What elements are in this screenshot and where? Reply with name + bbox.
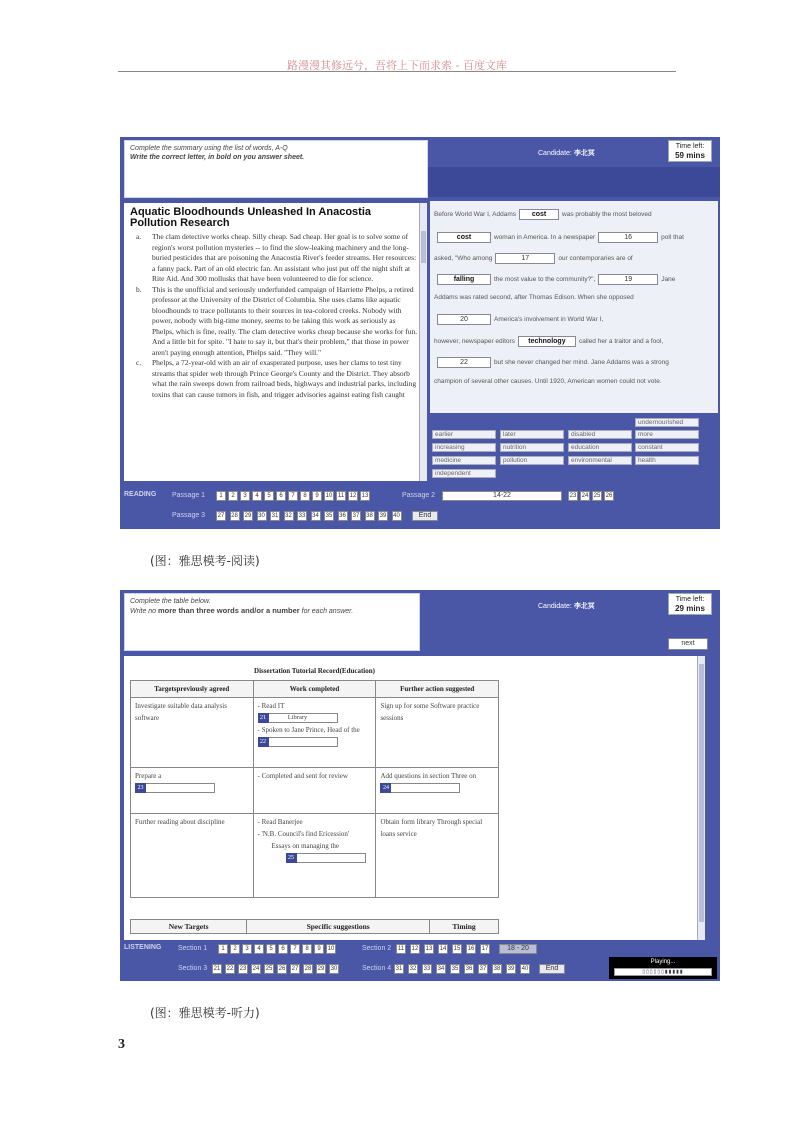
audio-player	[609, 957, 717, 979]
question-26-button[interactable]: 26	[278, 966, 286, 972]
reading-instructions: Complete the summary using the list of words, A-Q Write the correct letter, in bold on you answer sheet.	[124, 140, 428, 198]
question-11-button[interactable]: 11	[337, 493, 345, 499]
question-11-button[interactable]: 11	[397, 946, 405, 952]
question-1-button[interactable]: 1	[216, 491, 226, 501]
question-12-button[interactable]: 12	[411, 946, 419, 952]
word-option[interactable]: environmental	[568, 456, 632, 465]
question-27-button[interactable]: 27	[291, 966, 299, 972]
col-header: Work completed	[253, 681, 376, 698]
passage-title: Aquatic Bloodhounds Unleashed In Anacostia Pollution Research	[130, 206, 372, 229]
header-rule	[118, 71, 676, 72]
answer-box-16[interactable]: 16	[598, 232, 658, 243]
question-28-button[interactable]: 28	[231, 513, 238, 519]
question-39-button[interactable]: 39	[507, 966, 515, 972]
question-25-button[interactable]: 25	[265, 966, 273, 972]
question-33-button[interactable]: 33	[423, 966, 431, 972]
word-option[interactable]: increasing	[432, 443, 496, 452]
section-3-label: Section 3	[178, 965, 208, 972]
answer-box-20[interactable]: 20	[437, 314, 491, 325]
section-1-label: Section 1	[178, 945, 208, 952]
col-header: Targetspreviously agreed	[131, 681, 254, 698]
question-16-button[interactable]: 16	[467, 946, 475, 952]
time-left: Time left: 29 mins	[668, 593, 712, 615]
question-29-button[interactable]: 29	[317, 966, 325, 972]
question-29-button[interactable]: 29	[244, 513, 252, 519]
answer-box-21[interactable]: technology	[518, 336, 576, 347]
question-8-button[interactable]: 8	[302, 944, 312, 954]
page-number: 3	[118, 1037, 125, 1052]
question-24-button[interactable]: 24	[252, 966, 260, 972]
module-label: LISTENING	[124, 944, 162, 951]
question-7-button[interactable]: 7	[290, 944, 300, 954]
word-option[interactable]: later	[500, 430, 564, 439]
col-header: Timing	[430, 920, 499, 934]
table-row: Further reading about discipline - Read Banerjee - 'N.B. Council's find Ericession' Essays on managing the 25 Obtain form library Through special loans service	[131, 814, 499, 898]
question-40-button[interactable]: 40	[393, 513, 400, 519]
reading-test-window	[120, 137, 720, 529]
question-2-button[interactable]: 2	[228, 491, 238, 501]
question-28-button[interactable]: 28	[304, 966, 312, 972]
passage-scrollbar[interactable]	[419, 203, 427, 481]
question-38-button[interactable]: 38	[366, 513, 373, 519]
end-button[interactable]: End	[412, 511, 438, 521]
question-4-button[interactable]: 4	[252, 491, 262, 501]
answer-gap-24[interactable]: 24	[380, 783, 460, 793]
question-38-button[interactable]: 38	[493, 966, 501, 972]
question-1-button[interactable]: 1	[218, 944, 228, 954]
question-3-button[interactable]: 3	[242, 944, 252, 954]
next-button[interactable]: next	[668, 638, 708, 650]
word-option[interactable]: pollution	[500, 456, 564, 465]
question-37-button[interactable]: 37	[352, 513, 360, 519]
word-option[interactable]: medicine	[432, 456, 496, 465]
question-21-button[interactable]: 21	[213, 966, 221, 972]
passage-paragraph: a. The clam detective works cheap. Silly cheap. Sad cheap. Her goal is to solve some of region's worst pollution mysteries -- to find the slow-leaking machinery and the long-buried pesticides that are poisoning the Anacostia River's feeder streams. Her resources: a fanny pack. Part of an old electric fan. An assistant who just put off the night shift at Rite Aid. And 300 mollusks that have been volunteered to die for science.	[136, 232, 417, 283]
question-27-button[interactable]: 27	[217, 513, 225, 519]
reading-passage	[124, 203, 424, 481]
passage-1-label: Passage 1	[172, 492, 206, 499]
module-label: READING	[124, 491, 157, 498]
question-30-button[interactable]: 30	[330, 966, 338, 972]
question-14-button[interactable]: 14	[439, 946, 447, 952]
answer-box-17[interactable]: 17	[495, 253, 555, 264]
time-left: Time left: 59 mins	[668, 140, 712, 162]
answer-box-15[interactable]: cost	[437, 232, 491, 243]
question-35-button[interactable]: 35	[325, 513, 333, 519]
question-6-button[interactable]: 6	[278, 944, 288, 954]
question-37-button[interactable]: 37	[479, 966, 487, 972]
passage-paragraph: b. This is the unofficial and seriously underfunded campaign of Harriette Phelps, a retired professor at the University of the District of Columbia. She uses clams like aquatic bloodhounds to trace pollutants to their sources in tea-colored creeks. Nobody with power, nobody with big-time money, seems to be taking this work as seriously as Phelps, which is fine, really. The clam detective works cheap because she works for fun. And a little bit for spite. "I hate to say it, but that's their problem," that those in power aren't paying enough attention, Phelps said. "They will."	[136, 284, 418, 357]
section-2-label: Section 2	[362, 945, 392, 952]
end-button[interactable]: End	[539, 964, 565, 974]
question-33-button[interactable]: 33	[298, 513, 306, 519]
table-row: Investigate suitable data analysis software - Read IT 21 Library - Spoken to Jane Prince, Head of the 22 Sign up for some Software practice sessions	[131, 698, 499, 768]
question-25-button[interactable]: 25	[593, 493, 601, 499]
question-32-button[interactable]: 32	[409, 966, 417, 972]
answer-box-22[interactable]: 22	[437, 357, 491, 368]
caption-listening: (图：雅思模考-听力)	[150, 1006, 260, 1020]
word-option[interactable]: constant	[635, 443, 699, 452]
table-scrollbar[interactable]	[697, 656, 705, 940]
question-22-button[interactable]: 22	[226, 966, 234, 972]
question-34-button[interactable]: 34	[312, 513, 319, 519]
question-32-button[interactable]: 32	[285, 513, 292, 519]
volume-indicator-icon: ▯▯▯▯▯▯▮▮▮▮▮	[614, 968, 712, 976]
answer-gap-23[interactable]: 23	[135, 783, 215, 793]
time-left-value: 29 mins	[675, 604, 705, 613]
question-5-button[interactable]: 5	[264, 491, 274, 501]
question-39-button[interactable]: 39	[379, 513, 387, 519]
question-5-button[interactable]: 5	[266, 944, 276, 954]
question-24-button[interactable]: 24	[581, 493, 589, 499]
answer-gap-21[interactable]: 21 Library	[258, 713, 338, 723]
summary-panel: Before World War I, Addams cost was probably the most beloved cost woman in America. In a newspaper 16 poll that asked, "Who among 17 our contemporaries are of falling the most value to the community?", 19 Jane Addams was rated second, after Thomas Edison. When she opposed 20 America's involvement in World War I, however, newspaper editors technology called her a traitor and a fool, 22 but she never changed her mind. Jane Addams was a strong champion of several other causes. Until 1920, American women could not vote.	[430, 201, 718, 413]
question-26-button[interactable]: 26	[605, 493, 613, 499]
word-option[interactable]: disabled	[568, 430, 632, 439]
candidate-info: Candidate: 李北冥	[538, 150, 595, 157]
new-targets-table	[130, 919, 499, 934]
candidate-name: 李北冥	[573, 603, 595, 610]
word-option[interactable]: nutrition	[500, 443, 564, 452]
answer-box-19[interactable]: 19	[598, 274, 658, 285]
answer-box-18[interactable]: falling	[437, 274, 491, 285]
question-36-button[interactable]: 36	[465, 966, 473, 972]
col-header: Further action suggested	[376, 681, 499, 698]
question-10-button[interactable]: 10	[327, 946, 335, 952]
question-23-button[interactable]: 23	[569, 493, 577, 499]
top-strip	[428, 167, 720, 197]
question-10-button[interactable]: 10	[325, 493, 333, 499]
question-6-button[interactable]: 6	[276, 491, 286, 501]
word-option[interactable]: undernourished	[635, 418, 699, 427]
question-13-button[interactable]: 13	[425, 946, 433, 952]
passage-3-label: Passage 3	[172, 512, 206, 519]
question-35-button[interactable]: 35	[451, 966, 459, 972]
section-4-label: Section 4	[362, 965, 392, 972]
question-31-button[interactable]: 31	[271, 513, 279, 519]
candidate-name: 李北冥	[573, 150, 595, 157]
answer-gap-25[interactable]: 25	[286, 853, 366, 863]
question-12-button[interactable]: 12	[349, 493, 357, 499]
question-8-button[interactable]: 8	[300, 491, 310, 501]
table-row: Prepare a 23 - Completed and sent for review Add questions in section Three on 24	[131, 768, 499, 814]
question-17-button[interactable]: 17	[481, 946, 489, 952]
question-40-button[interactable]: 40	[521, 966, 529, 972]
question-36-button[interactable]: 36	[339, 513, 346, 519]
listening-test-window	[120, 590, 720, 981]
caption-reading: (图：雅思模考-阅读)	[150, 554, 260, 568]
dissertation-record-table	[130, 662, 499, 898]
question-4-button[interactable]: 4	[254, 944, 264, 954]
answer-box-14[interactable]: cost	[519, 209, 559, 220]
word-option[interactable]: earlier	[432, 430, 496, 439]
section-2-range[interactable]: 18 - 20	[499, 944, 537, 954]
playing-status: Playing...	[650, 959, 676, 965]
word-option[interactable]: independent	[432, 469, 496, 478]
table-title: Dissertation Tutorial Record(Education)	[254, 667, 375, 675]
answer-gap-22[interactable]: 22	[258, 737, 338, 747]
word-option[interactable]: health	[635, 456, 699, 465]
question-3-button[interactable]: 3	[240, 491, 250, 501]
answer-table-panel	[124, 656, 704, 940]
passage-2-label: Passage 2	[402, 492, 436, 499]
col-header: New Targets	[131, 920, 247, 934]
question-9-button[interactable]: 9	[314, 944, 324, 954]
question-9-button[interactable]: 9	[312, 491, 322, 501]
question-23-button[interactable]: 23	[239, 966, 247, 972]
passage-2-current-range[interactable]: 14-22	[442, 491, 562, 501]
time-left-value: 59 mins	[675, 151, 705, 160]
passage-paragraph: c. Phelps, a 72-year-old with an air of exasperated purpose, uses her clams to test tiny streams that spider web through Prince George's County and the District. They absorb what the rain sweeps down from railroad beds, highways and industrial parks, including toxins that can cause tumors in fish, and trigger advisories against eating fish caught	[136, 358, 417, 399]
word-option[interactable]: education	[568, 443, 632, 452]
word-option[interactable]: more	[635, 430, 699, 439]
col-header: Specific suggestions	[247, 920, 430, 934]
question-15-button[interactable]: 15	[453, 946, 461, 952]
candidate-info: Candidate: 李北冥	[538, 603, 595, 610]
question-34-button[interactable]: 34	[437, 966, 445, 972]
question-7-button[interactable]: 7	[288, 491, 298, 501]
question-31-button[interactable]: 31	[395, 966, 403, 972]
page-header: 路漫漫其修远兮，吾将上下而求索 - 百度文库	[287, 59, 507, 72]
question-2-button[interactable]: 2	[230, 944, 240, 954]
question-13-button[interactable]: 13	[361, 493, 369, 499]
question-30-button[interactable]: 30	[258, 513, 265, 519]
listening-instructions: Complete the table below. Write no more than three words and/or a number for each answer.	[124, 593, 420, 651]
